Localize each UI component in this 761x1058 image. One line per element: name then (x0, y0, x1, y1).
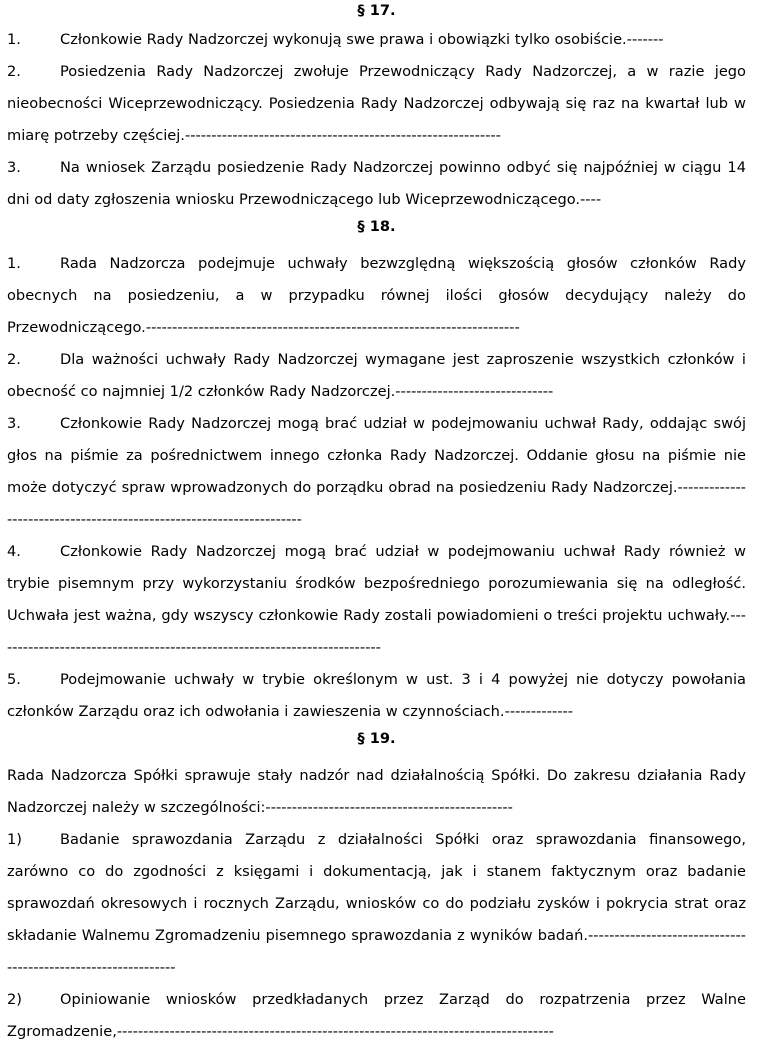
paragraph (7, 536, 746, 664)
paragraph-text: Badanie sprawozdania Zarządu z działalności Spółki oraz sprawozdania finansowego, zarówno co do zgodności z księgami i dokumentacją, jak i stanem faktycznym oraz badanie sprawozdań okresowych i rocznych Zarządu, wniosków co do podziału zysków i pokrycia strat oraz składanie Walnemu Zgromadzeniu pisemnego sprawozdania z wyników badań.-------------------------------------------------------------- (7, 831, 746, 976)
paragraph-number: 2) (7, 991, 22, 1008)
paragraph (7, 56, 746, 152)
paragraph (7, 984, 746, 1048)
paragraph-text: Członkowie Rady Nadzorczej wykonują swe prawa i obowiązki tylko osobiście.------- (60, 31, 664, 48)
paragraph-number: 1) (7, 831, 22, 848)
paragraph-number: 3. (7, 415, 21, 432)
paragraph (7, 24, 746, 56)
paragraph-text: Na wniosek Zarządu posiedzenie Rady Nadzorczej powinno odbyć się najpóźniej w ciągu 14 dni od daty zgłoszenia wniosku Przewodniczącego lub Wiceprzewodniczącego.---- (7, 159, 746, 208)
section-18 (7, 216, 746, 728)
section-19 (7, 728, 746, 1048)
section-heading: § 18. (357, 218, 396, 235)
paragraph (7, 664, 746, 728)
paragraph-number: 2. (7, 63, 21, 80)
paragraph (7, 344, 746, 408)
paragraph-number: 5. (7, 671, 21, 688)
section-heading: § 17. (357, 2, 396, 19)
section-17 (7, 0, 746, 216)
paragraph-number: 1. (7, 31, 21, 48)
paragraph (7, 824, 746, 984)
paragraph-number: 4. (7, 543, 21, 560)
paragraph-text: Rada Nadzorcza podejmuje uchwały bezwzględną większością głosów członków Rady obecnych na posiedzeniu, a w przypadku równej ilości głosów decydujący należy do Przewodniczącego.----------------------------------------------------------------------- (7, 255, 746, 336)
paragraph-number: 2. (7, 351, 21, 368)
paragraph-text: Dla ważności uchwały Rady Nadzorczej wymagane jest zaproszenie wszystkich członków i obecność co najmniej 1/2 członków Rady Nadzorczej.------------------------------ (7, 351, 746, 400)
section-intro: Rada Nadzorcza Spółki sprawuje stały nadzór nad działalnością Spółki. Do zakresu działania Rady Nadzorczej należy w szczególności:----------------------------------------------- (7, 767, 746, 816)
paragraph-text: Członkowie Rady Nadzorczej mogą brać udział w podejmowaniu uchwał Rady również w trybie pisemnym przy wykorzystaniu środków bezpośredniego porozumiewania się na odległość. Uchwała jest ważna, gdy wszyscy członkowie Rady zostali powiadomieni o treści projektu uchwały.-------------------------------------------------------------------------- (7, 543, 746, 656)
paragraph (7, 152, 746, 216)
paragraph-number: 1. (7, 255, 21, 272)
paragraph-text: Opiniowanie wniosków przedkładanych przez Zarząd do rozpatrzenia przez Walne Zgromadzenie,----------------------------------------------------------------------------------- (7, 991, 746, 1040)
paragraph (7, 408, 746, 536)
paragraph-number: 3. (7, 159, 21, 176)
paragraph (7, 248, 746, 344)
section-heading: § 19. (357, 730, 396, 747)
paragraph-text: Posiedzenia Rady Nadzorczej zwołuje Przewodniczący Rady Nadzorczej, a w razie jego nieobecności Wiceprzewodniczący. Posiedzenia Rady Nadzorczej odbywają się raz na kwartał lub w miarę potrzeby częściej.------------------------------------------------------------ (7, 63, 746, 144)
paragraph-text: Podejmowanie uchwały w trybie określonym w ust. 3 i 4 powyżej nie dotyczy powołania członków Zarządu oraz ich odwołania i zawieszenia w czynnościach.------------- (7, 671, 746, 720)
paragraph-text: Członkowie Rady Nadzorczej mogą brać udział w podejmowaniu uchwał Rady, oddając swój głos na piśmie za pośrednictwem innego członka Rady Nadzorczej. Oddanie głosu na piśmie nie może dotyczyć spraw wprowadzonych do porządku obrad na posiedzeniu Rady Nadzorczej.--------------------------------------------------------------------- (7, 415, 746, 528)
